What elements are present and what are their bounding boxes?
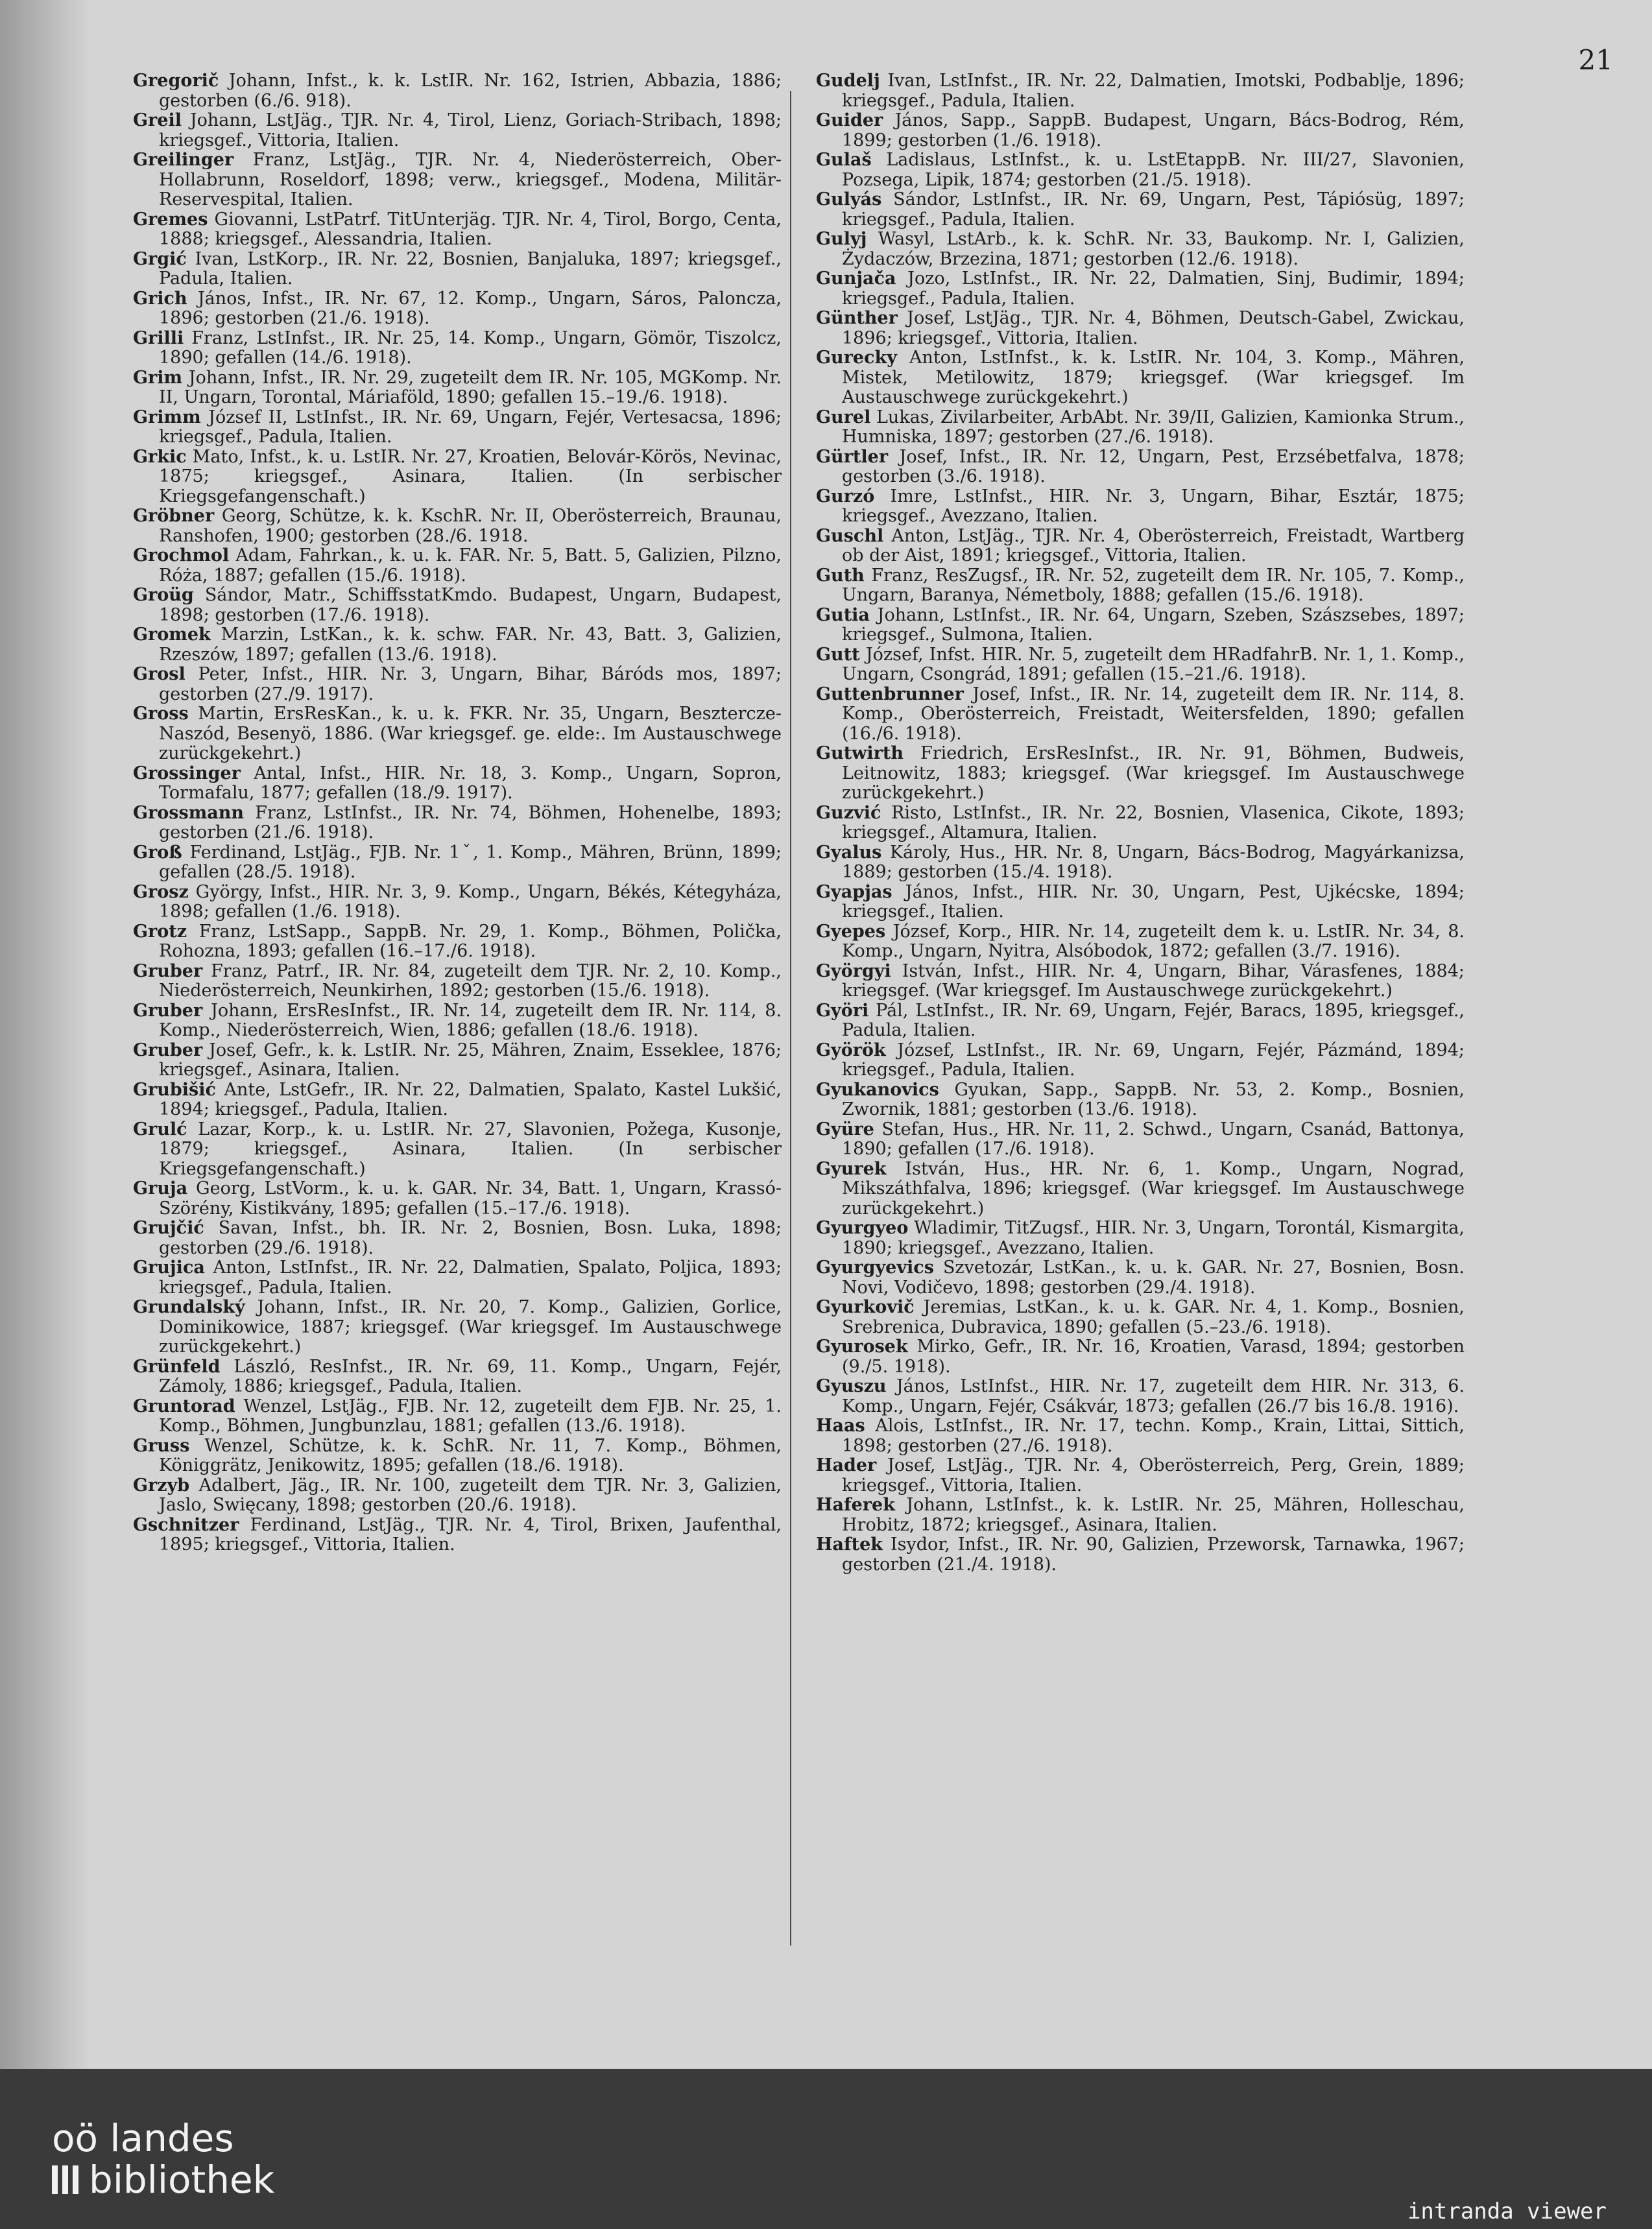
register-entry [816, 269, 1465, 309]
logo-bars-icon [52, 2165, 78, 2194]
register-entry [816, 1416, 1465, 1456]
entry-details: Franz, LstJäg., TJR. Nr. 4, Niederösterreich, Ober-Hollabrunn, Roseldorf, 1898; verw., kriegsgef., Modena, Militär-Reservespital, Italien. [159, 150, 782, 209]
register-entry [816, 487, 1465, 527]
entry-details: Risto, LstInfst., IR. Nr. 22, Bosnien, Vlasenica, Cikote, 1893; kriegsgef., Altamura, Italien. [842, 802, 1465, 842]
register-entry [133, 922, 782, 962]
entry-details: János, Infst., HIR. Nr. 30, Ungarn, Pest, Ujkécske, 1894; kriegsgef., Italien. [842, 881, 1465, 922]
register-entry [816, 843, 1465, 883]
register-entry [816, 883, 1465, 922]
register-entry [133, 1298, 782, 1357]
entry-surname: Gyepes [816, 921, 886, 942]
entry-surname: Grzyb [133, 1475, 190, 1496]
register-entry [133, 843, 782, 883]
entry-details: Franz, LstInfst., IR. Nr. 25, 14. Komp., Ungarn, Gömör, Tiszolcz, 1890; gefallen (14./6. 1918). [159, 328, 782, 368]
register-entry [816, 804, 1465, 843]
entry-details: Franz, LstSapp., SappB. Nr. 29, 1. Komp., Böhmen, Polička, Rohozna, 1893; gefallen (16.–17./6. 1918). [159, 921, 782, 961]
register-entry [133, 1516, 782, 1555]
entry-details: István, Hus., HR. Nr. 6, 1. Komp., Ungarn, Nograd, Mikszáthfalva, 1896; kriegsgef. (War kriegsgef. Im Austauschwege zurückgekehrt.) [842, 1158, 1465, 1219]
column-divider [790, 91, 791, 1946]
entry-details: Anton, LstJäg., TJR. Nr. 4, Oberösterreich, Freistadt, Wartberg ob der Aist, 1891; kriegsgef., Vittoria, Italien. [842, 525, 1465, 566]
entry-surname: Grossmann [133, 802, 245, 823]
entry-surname: Haas [816, 1416, 865, 1436]
register-entry [133, 804, 782, 843]
entry-surname: Gutia [816, 604, 870, 625]
register-entry [816, 1041, 1465, 1080]
entry-surname: Grimm [133, 407, 201, 427]
entry-surname: Grosz [133, 881, 189, 902]
entry-surname: Grujica [133, 1258, 205, 1278]
register-entry [816, 645, 1465, 685]
entry-details: Isydor, Infst., IR. Nr. 90, Galizien, Przeworsk, Tarnawka, 1967; gestorben (21./4. 1918). [842, 1534, 1465, 1575]
entry-details: József, Infst. HIR. Nr. 5, zugeteilt dem HRadfahrB. Nr. 1, 1. Komp., Ungarn, Csongrád, 1891; gefallen (15.–21./6. 1918). [842, 644, 1465, 684]
register-entry [816, 447, 1465, 487]
entry-details: Friedrich, ErsResInfst., IR. Nr. 91, Böhmen, Budweis, Leitnowitz, 1883; kriegsgef. (War kriegsgef. Im Austauschwege zurückgekehrt.) [842, 743, 1465, 803]
register-entry [133, 625, 782, 665]
entry-surname: Gruber [133, 1000, 203, 1021]
entry-details: Szvetozár, LstKan., k. u. k. GAR. Nr. 27, Bosnien, Bosn. Novi, Vodičevo, 1898; gestorben (29./4. 1918). [842, 1258, 1465, 1298]
register-entry [816, 685, 1465, 745]
entry-surname: Gyuszu [816, 1376, 887, 1396]
entry-surname: Gyukanovics [816, 1079, 939, 1100]
entry-details: Ivan, LstKorp., IR. Nr. 22, Bosnien, Banjaluka, 1897; kriegsgef., Padula, Italien. [159, 248, 782, 289]
entry-surname: Gross [133, 704, 189, 724]
entry-details: Johann, LstInfst., k. k. LstIR. Nr. 25, Mähren, Holleschau, Hrobitz, 1872; kriegsgef., Asinara, Italien. [842, 1495, 1465, 1535]
register-entry [133, 329, 782, 368]
entry-details: Jozo, LstInfst., IR. Nr. 22, Dalmatien, Sinj, Budimir, 1894; kriegsgef., Padula, Italien. [842, 268, 1465, 309]
entry-details: Antal, Infst., HIR. Nr. 18, 3. Komp., Ungarn, Sopron, Tormafalu, 1877; gefallen (18./9. 1917). [159, 763, 782, 803]
entry-details: Ferdinand, LstJäg., FJB. Nr. 1ˇ, 1. Komp., Mähren, Brünn, 1899; gefallen (28./5. 1918). [159, 842, 782, 882]
register-entry [816, 71, 1465, 111]
entry-surname: Gulaš [816, 150, 872, 170]
entry-surname: Guzvić [816, 802, 881, 823]
entry-details: Sándor, LstInfst., IR. Nr. 69, Ungarn, Pest, Tápiósüg, 1897; kriegsgef., Padula, Italien. [842, 189, 1465, 230]
entry-details: Mirko, Gefr., IR. Nr. 16, Kroatien, Varasd, 1894; gestorben (9./5. 1918). [842, 1337, 1465, 1377]
register-entry [816, 1120, 1465, 1160]
entry-surname: Gurecky [816, 348, 897, 368]
entry-surname: Guttenbrunner [816, 684, 964, 704]
entry-surname: Guschl [816, 525, 884, 546]
entry-details: Johann, LstInfst., IR. Nr. 64, Ungarn, Szeben, Szászsebes, 1897; kriegsgef., Sulmona, Italien. [842, 604, 1465, 645]
entry-details: György, Infst., HIR. Nr. 3, 9. Komp., Ungarn, Békés, Kétegyháza, 1898; gefallen (1./6. 1918). [159, 881, 782, 922]
entry-surname: Greilinger [133, 150, 234, 170]
entry-surname: Hader [816, 1455, 877, 1475]
entry-surname: Gunjača [816, 268, 896, 289]
entry-details: Johann, ErsResInfst., IR. Nr. 14, zugeteilt dem IR. Nr. 114, 8. Komp., Niederösterreich, Wien, 1886; gefallen (18./6. 1918). [159, 1000, 782, 1040]
page-number: 21 [1578, 44, 1613, 76]
register-entry [816, 230, 1465, 269]
register-entry [133, 210, 782, 250]
entry-surname: Gruber [133, 960, 203, 981]
entry-surname: Grotz [133, 921, 187, 942]
entry-details: Wasyl, LstArb., k. k. SchR. Nr. 33, Baukomp. Nr. I, Galizien, Żydaczów, Brzezina, 1871; gestorben (12./6. 1918). [842, 229, 1465, 269]
entry-surname: Gyurek [816, 1158, 887, 1179]
entry-surname: Guider [816, 110, 883, 130]
logo-text-bottom-row [52, 2159, 274, 2200]
entry-surname: Haferek [816, 1495, 895, 1515]
entry-surname: Grich [133, 288, 187, 309]
entry-surname: Gruber [133, 1040, 203, 1060]
entry-details: Wenzel, LstJäg., FJB. Nr. 12, zugeteilt dem FJB. Nr. 25, 1. Komp., Böhmen, Jungbunzlau, 1881; gefallen (13./6. 1918). [159, 1396, 782, 1436]
entry-details: Ivan, LstInfst., IR. Nr. 22, Dalmatien, Imotski, Podbablje, 1896; kriegsgef., Padula, Italien. [842, 71, 1465, 111]
entry-details: Franz, ResZugsf., IR. Nr. 52, zugeteilt dem IR. Nr. 105, 7. Komp., Ungarn, Baranya, Németboly, 1888; gefallen (15./6. 1918). [842, 565, 1465, 605]
register-entry [133, 71, 782, 111]
entry-details: Adam, Fahrkan., k. u. k. FAR. Nr. 5, Batt. 5, Galizien, Pilzno, Róża, 1887; gefallen (15./6. 1918). [159, 545, 782, 586]
register-entry [133, 111, 782, 150]
entry-surname: Grosl [133, 664, 186, 684]
entry-surname: Gregorič [133, 71, 219, 91]
register-entry [816, 1298, 1465, 1337]
register-entry [133, 1436, 782, 1476]
entry-details: Josef, LstJäg., TJR. Nr. 4, Oberösterreich, Perg, Grein, 1889; kriegsgef., Vittoria, Italien. [842, 1455, 1465, 1496]
entry-surname: Gurzó [816, 486, 875, 507]
entry-surname: Gutwirth [816, 743, 904, 763]
register-entry [133, 962, 782, 1001]
entry-surname: Gyapjas [816, 881, 892, 902]
register-entry [816, 1535, 1465, 1575]
register-entry [816, 566, 1465, 606]
register-entry [816, 922, 1465, 962]
entry-surname: Gruja [133, 1178, 188, 1198]
left-column [133, 71, 782, 1555]
entry-surname: Gschnitzer [133, 1514, 239, 1535]
entry-details: Gyukan, Sapp., SappB. Nr. 53, 2. Komp., Bosnien, Zwornik, 1881; gestorben (13./6. 1918). [842, 1079, 1465, 1119]
register-entry [133, 883, 782, 922]
entry-surname: Gyalus [816, 842, 882, 863]
entry-details: Ferdinand, LstJäg., TJR. Nr. 4, Tirol, Brixen, Jaufenthal, 1895; kriegsgef., Vittoria, Italien. [159, 1514, 782, 1555]
entry-details: Ladislaus, LstInfst., k. u. LstEtappB. Nr. III/27, Slavonien, Pozsega, Lipik, 1874; gestorben (21./5. 1918). [842, 150, 1465, 190]
register-entry [816, 1080, 1465, 1120]
register-entry [816, 408, 1465, 447]
entry-details: Josef, Gefr., k. k. LstIR. Nr. 25, Mähren, Znaim, Esseklee, 1876; kriegsgef., Asinara, Italien. [159, 1040, 782, 1080]
register-entry [816, 1456, 1465, 1496]
register-entry [133, 447, 782, 507]
register-entry [133, 1476, 782, 1516]
entry-details: Pál, LstInfst., IR. Nr. 69, Ungarn, Fejér, Baracs, 1895, kriegsgef., Padula, Italien. [842, 1000, 1465, 1040]
entry-surname: Groüg [133, 585, 194, 605]
entry-details: Anton, LstInfst., k. k. LstIR. Nr. 104, 3. Komp., Mähren, Mistek, Metilowitz, 1879; kriegsgef. (War kriegsgef. Im Austauschwege zurückgekehrt.) [842, 348, 1465, 407]
register-entry [133, 507, 782, 546]
entry-surname: Gulyj [816, 229, 867, 249]
entry-surname: Gröbner [133, 506, 215, 526]
register-entry [133, 1179, 782, 1219]
register-entry [816, 1160, 1465, 1219]
entry-surname: Grossinger [133, 763, 241, 783]
entry-details: János, Sapp., SappB. Budapest, Ungarn, Bács-Bodrog, Rém, 1899; gestorben (1./6. 1918). [842, 110, 1465, 150]
entry-surname: Grochmol [133, 545, 230, 566]
register-entry [133, 1397, 782, 1436]
entry-surname: Gromek [133, 625, 211, 645]
entry-details: Peter, Infst., HIR. Nr. 3, Ungarn, Bihar, Báróds mos, 1897; gestorben (27./9. 1917). [159, 664, 782, 704]
entry-surname: Grünfeld [133, 1356, 221, 1377]
entry-surname: Guth [816, 565, 865, 586]
entry-surname: Günther [816, 308, 898, 328]
register-entry [816, 1219, 1465, 1258]
entry-surname: Greil [133, 110, 182, 130]
entry-surname: Gutt [816, 644, 860, 665]
entry-details: Imre, LstInfst., HIR. Nr. 3, Ungarn, Bihar, Esztár, 1875; kriegsgef., Avezzano, Italien. [842, 486, 1465, 526]
entry-details: János, Infst., IR. Nr. 67, 12. Komp., Ungarn, Sáros, Paloncza, 1896; gestorben (21./6. 1918). [159, 288, 782, 328]
entry-details: László, ResInfst., IR. Nr. 69, 11. Komp., Ungarn, Fejér, Zámoly, 1886; kriegsgef., Padula, Italien. [159, 1356, 782, 1396]
register-entry [816, 348, 1465, 408]
entry-details: Johann, LstJäg., TJR. Nr. 4, Tirol, Lienz, Goriach-Stribach, 1898; kriegsgef., Vittoria, Italien. [159, 110, 782, 150]
register-entry [816, 1496, 1465, 1535]
register-entry [816, 111, 1465, 150]
register-entry [133, 150, 782, 210]
register-entry [133, 408, 782, 447]
entry-details: Lazar, Korp., k. u. LstIR. Nr. 27, Slavonien, Požega, Kusonje, 1879; kriegsgef., Asinara, Italien. (In serbischer Kriegsgefangenschaft.) [159, 1119, 782, 1179]
entry-details: József, Korp., HIR. Nr. 14, zugeteilt dem k. u. LstIR. Nr. 34, 8. Komp., Ungarn, Nyitra, Alsóbodok, 1872; gefallen (3./7. 1916). [842, 921, 1465, 961]
entry-details: Martin, ErsResKan., k. u. k. FKR. Nr. 35, Ungarn, Besztercze-Naszód, Besenyö, 1886. (War kriegsgef. ge. elde:. Im Austauschwege zurückgekehrt.) [159, 704, 782, 763]
entry-surname: Haftek [816, 1534, 883, 1555]
entry-surname: Grujčić [133, 1218, 204, 1238]
entry-details: Stefan, Hus., HR. Nr. 11, 2. Schwd., Ungarn, Csanád, Battonya, 1890; gefallen (17./6. 1918). [842, 1119, 1465, 1159]
register-entry [133, 546, 782, 586]
entry-surname: Gyurosek [816, 1337, 908, 1357]
entry-surname: Gyurkovič [816, 1297, 915, 1317]
entry-surname: Gurel [816, 407, 871, 427]
register-entry [816, 1377, 1465, 1416]
entry-details: József II, LstInfst., IR. Nr. 69, Ungarn, Fejér, Vertesacsa, 1896; kriegsgef., Padula, Italien. [159, 407, 782, 447]
entry-details: János, LstInfst., HIR. Nr. 17, zugeteilt dem HIR. Nr. 313, 6. Komp., Ungarn, Fejér, Csákvár, 1873; gefallen (26./7 bis 16./8. 1916). [842, 1376, 1465, 1416]
right-column [816, 71, 1465, 1575]
register-entry [816, 190, 1465, 230]
register-entry [133, 1041, 782, 1080]
entry-details: Johann, Infst., IR. Nr. 29, zugeteilt dem IR. Nr. 105, MGKomp. Nr. II, Ungarn, Torontal, Máriaföld, 1890; gefallen 15.–19./6. 1918). [159, 367, 782, 407]
register-entry [816, 606, 1465, 645]
entry-details: Wenzel, Schütze, k. k. SchR. Nr. 11, 7. Komp., Böhmen, Königgrätz, Jenikowitz, 1895; gefallen (18./6. 1918). [159, 1435, 782, 1475]
entry-surname: Grgić [133, 248, 187, 269]
entry-details: Johann, Infst., k. k. LstIR. Nr. 162, Istrien, Abbazia, 1886; gestorben (6./6. 918). [159, 71, 782, 111]
register-entry [133, 1120, 782, 1180]
entry-surname: Györök [816, 1040, 886, 1060]
entry-surname: Gyurgyeo [816, 1218, 909, 1238]
entry-surname: Gyüre [816, 1119, 874, 1139]
entry-details: Marzin, LstKan., k. k. schw. FAR. Nr. 43, Batt. 3, Galizien, Rzeszów, 1897; gefallen (13./6. 1918). [159, 625, 782, 665]
entry-details: Giovanni, LstPatrf. TitUnterjäg. TJR. Nr. 4, Tirol, Borgo, Centa, 1888; kriegsgef., Alessandria, Italien. [159, 209, 782, 249]
entry-details: Franz, LstInfst., IR. Nr. 74, Böhmen, Hohenelbe, 1893; gestorben (21./6. 1918). [159, 802, 782, 842]
entry-surname: Gruntorad [133, 1396, 235, 1416]
entry-details: Josef, LstJäg., TJR. Nr. 4, Böhmen, Deutsch-Gabel, Zwickau, 1896; kriegsgef., Vittoria, Italien. [842, 308, 1465, 348]
register-entry [133, 1080, 782, 1120]
register-entry [133, 665, 782, 704]
entry-surname: Gremes [133, 209, 208, 230]
register-entry [133, 250, 782, 289]
register-entry [133, 586, 782, 625]
entry-surname: Grubišić [133, 1079, 216, 1100]
viewer-brand-label: intranda viewer [1407, 2199, 1607, 2224]
entry-surname: Grilli [133, 328, 184, 348]
library-logo[interactable] [52, 2117, 274, 2200]
entry-surname: Grkic [133, 446, 187, 467]
entry-details: Lukas, Zivilarbeiter, ArbAbt. Nr. 39/II, Galizien, Kamionka Strum., Humniska, 1897; gestorben (27./6. 1918). [842, 407, 1465, 447]
entry-surname: Grundalský [133, 1297, 245, 1317]
entry-details: Adalbert, Jäg., IR. Nr. 100, zugeteilt dem TJR. Nr. 3, Galizien, Jaslo, Swięcany, 1898; gestorben (20./6. 1918). [159, 1475, 782, 1515]
entry-details: Alois, LstInfst., IR. Nr. 17, techn. Komp., Krain, Littai, Sittich, 1898; gestorben (27./6. 1918). [842, 1416, 1465, 1456]
register-entry [133, 1219, 782, 1258]
entry-surname: Gürtler [816, 446, 889, 467]
register-entry [816, 309, 1465, 348]
entry-details: Josef, Infst., IR. Nr. 12, Ungarn, Pest, Erzsébetfalva, 1878; gestorben (3./6. 1918). [842, 446, 1465, 486]
register-entry [816, 1337, 1465, 1377]
entry-surname: Gulyás [816, 189, 882, 209]
register-entry [816, 962, 1465, 1001]
entry-surname: Grulć [133, 1119, 187, 1139]
entry-details: István, Infst., HIR. Nr. 4, Ungarn, Bihar, Várasfenes, 1884; kriegsgef. (War kriegsgef. Im Austauschwege zurückgekehrt.) [842, 960, 1465, 1001]
entry-details: Ante, LstGefr., IR. Nr. 22, Dalmatien, Spalato, Kastel Lukšić, 1894; kriegsgef., Padula, Italien. [159, 1079, 782, 1119]
logo-text-top: oö landes [52, 2116, 234, 2160]
register-entry [133, 1001, 782, 1041]
entry-details: Johann, Infst., IR. Nr. 20, 7. Komp., Galizien, Gorlice, Dominikowice, 1887; kriegsgef. (War kriegsgef. Im Austauschwege zurückgekehrt.) [159, 1297, 782, 1357]
register-entry [816, 744, 1465, 804]
register-entry [133, 1357, 782, 1397]
entry-details: Wladimir, TitZugsf., HIR. Nr. 3, Ungarn, Torontál, Kismargita, 1890; kriegsgef., Avezzano, Italien. [842, 1218, 1465, 1258]
entry-details: Georg, LstVorm., k. u. k. GAR. Nr. 34, Batt. 1, Ungarn, Krassó-Szörény, Kistikvány, 1895; gefallen (15.–17./6. 1918). [159, 1178, 782, 1219]
entry-surname: Gyurgyevics [816, 1258, 934, 1278]
entry-details: Sándor, Matr., SchiffsstatKmdo. Budapest, Ungarn, Budapest, 1898; gestorben (17./6. 1918). [159, 585, 782, 625]
register-entry [133, 764, 782, 804]
register-entry [816, 1258, 1465, 1298]
entry-details: Georg, Schütze, k. k. KschR. Nr. II, Oberösterreich, Braunau, Ranshofen, 1900; gestorben (28./6. 1918. [159, 506, 782, 546]
register-entry [816, 1001, 1465, 1041]
register-entry [133, 704, 782, 764]
entry-surname: Györgyi [816, 960, 891, 981]
register-entry [816, 527, 1465, 566]
entry-surname: Györi [816, 1000, 869, 1021]
entry-details: Franz, Patrf., IR. Nr. 84, zugeteilt dem TJR. Nr. 2, 10. Komp., Niederösterreich, Neunkirhen, 1892; gestorben (15./6. 1918). [159, 960, 782, 1001]
entry-surname: Gruss [133, 1435, 190, 1456]
entry-surname: Grim [133, 367, 183, 388]
register-entry [133, 368, 782, 408]
entry-details: Savan, Infst., bh. IR. Nr. 2, Bosnien, Bosn. Luka, 1898; gestorben (29./6. 1918). [159, 1218, 782, 1258]
entry-details: József, LstInfst., IR. Nr. 69, Ungarn, Fejér, Pázmánd, 1894; kriegsgef., Padula, Italien. [842, 1040, 1465, 1080]
entry-details: Mato, Infst., k. u. LstIR. Nr. 27, Kroatien, Belovár-Körös, Nevinac, 1875; kriegsgef., Asinara, Italien. (In serbischer Kriegsgefangenschaft.) [159, 446, 782, 507]
register-entry [133, 289, 782, 329]
entry-details: Anton, LstInfst., IR. Nr. 22, Dalmatien, Spalato, Poljica, 1893; kriegsgef., Padula, Italien. [159, 1258, 782, 1298]
entry-details: Károly, Hus., HR. Nr. 8, Ungarn, Bács-Bodrog, Magyárkanizsa, 1889; gestorben (15./4. 1918). [842, 842, 1465, 882]
register-entry [133, 1258, 782, 1298]
logo-text-bottom: bibliothek [89, 2158, 275, 2202]
register-entry [816, 150, 1465, 190]
entry-surname: Groß [133, 842, 182, 863]
page-shadow [0, 0, 91, 2069]
entry-details: Josef, Infst., IR. Nr. 14, zugeteilt dem IR. Nr. 114, 8. Komp., Oberösterreich, Freistadt, Weitersfelden, 1890; gefallen (16./6. 1918). [842, 684, 1465, 744]
entry-surname: Gudelj [816, 71, 880, 91]
entry-details: Jeremias, LstKan., k. u. k. GAR. Nr. 4, 1. Komp., Bosnien, Srebrenica, Dubravica, 1890; gefallen (5.–23./6. 1918). [842, 1297, 1465, 1337]
